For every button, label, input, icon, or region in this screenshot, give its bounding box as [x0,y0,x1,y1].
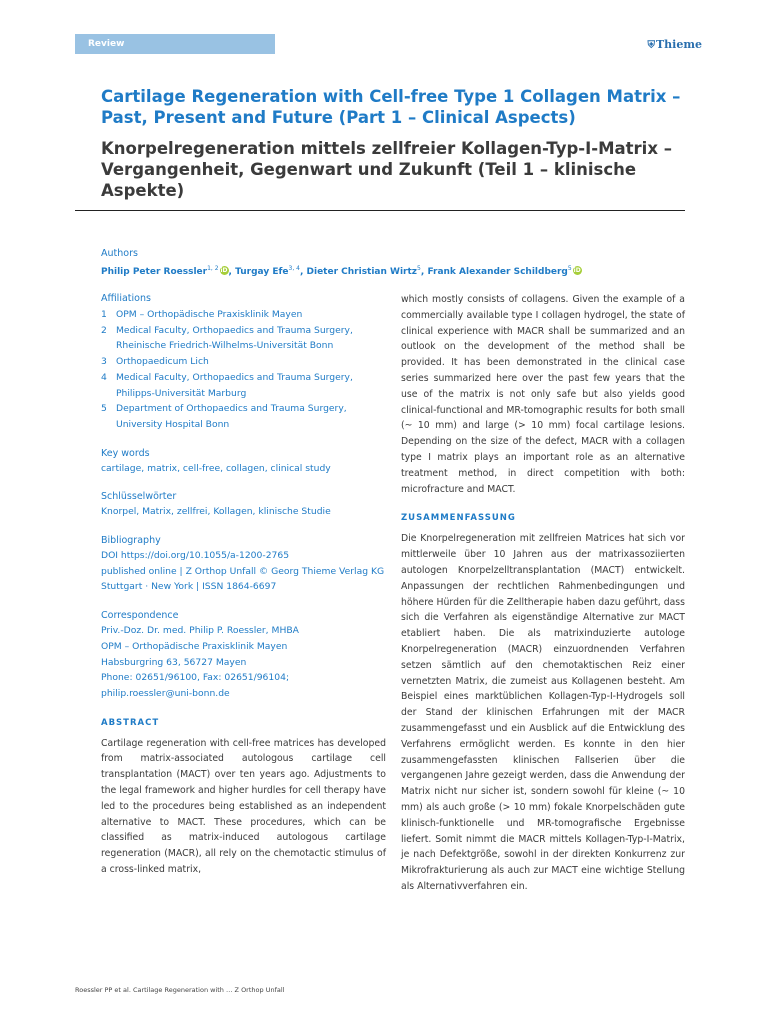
affiliation-number: 1 [101,309,107,320]
orcid-icon[interactable]: iD [220,267,228,274]
bibliography-heading: Bibliography [101,535,161,547]
keywords-heading: Key words [101,447,150,459]
bibliography-place: Stuttgart · New York | ISSN 1864-6697 [101,581,277,593]
affiliation-item [101,370,386,401]
schluesselwoerter-text: Knorpel, Matrix, zellfrei, Kollagen, klinische Studie [101,506,331,518]
affiliations-heading: Affiliations [101,293,151,304]
correspondence-line: Phone: 02651/96100, Fax: 02651/96104; [101,672,290,684]
author-name: Dieter Christian Wirtz [306,267,418,277]
keywords-text: cartilage, matrix, cell-free, collagen, clinical study [101,462,331,474]
affiliations-list [101,307,386,433]
abstract-text-part1: Cartilage regeneration with cell-free matrices has developed from matrix-associated autologous cartilage cell transplantation (MACT) over ten years ago. Adjustments to the legal framework and higher hurdles for cell therapy have led to the procedures being established as an independent alternative to MACT. These procedures, which can be classified as matrix-induced autologous cartilage regeneration (MACR), all rely on the chemotactic stimulus of a cross-linked matrix, [101,737,386,876]
correspondence-line: Habsburgring 63, 56727 Mayen [101,656,247,668]
correspondence-email[interactable]: philip.roessler@uni-bonn.de [101,687,230,699]
author-name: Turgay Efe [235,267,289,277]
section-label: Review [75,34,275,54]
affiliation-item [101,354,386,370]
publisher-name: Thieme [656,38,702,51]
authors-heading: Authors [101,248,138,259]
schluesselwoerter-heading: Schlüsselwörter [101,491,177,503]
affiliation-number: 4 [101,371,107,383]
bibliography-published: published online | Z Orthop Unfall © Georg Thieme Verlag KG [101,565,385,577]
correspondence-line: OPM – Orthopädische Praxisklinik Mayen [101,640,288,652]
author-affiliation-ref: 1, 2 [207,265,219,272]
correspondence-line: Priv.-Doz. Dr. med. Philip P. Roessler, MHBA [101,625,299,637]
left-column [101,292,386,878]
author-affiliation-ref: 3, 4 [288,265,300,272]
author-separator: , [420,267,428,277]
authors-section [101,247,701,280]
affiliation-number: 2 [101,324,107,336]
abstract-text-part2: which mostly consists of collagens. Given the example of a commercially available type I collagen hydrogel, the state of clinical experience with MACR shall be summarized and an outlook on the development of the method shall be provided. It has been demonstrated in the clinical case series summarized here over the past few years that the use of the matrix is not only safe but also yields good clinical-functional and MR-tomographic results for both small (~ 10 mm) and large (> 10 mm) focal cartilage lesions. Depending on the size of the defect, MACR with a collagen type I matrix plays an important role as an alternative treatment method, in direct competition with both: microfracture and MACT. [401,294,685,495]
author-affiliation-ref: 5 [417,265,421,272]
affiliation-item [101,307,386,323]
author-name: Philip Peter Roessler [101,267,208,277]
correspondence-heading: Correspondence [101,610,179,622]
affiliation-number: 3 [101,356,107,368]
affiliation-item [101,323,386,354]
authors-list [101,261,701,280]
affiliation-item [101,401,386,432]
title-german: Knorpelregeneration mittels zellfreier Kollagen-Typ-I-Matrix – Vergangenheit, Gegenwart und Zukunft (Teil 1 – klinische Aspekte) [101,139,672,200]
bibliography-doi[interactable]: DOI https://doi.org/10.1055/a-1200-2765 [101,550,290,562]
author-name: Frank Alexander Schildberg [427,267,568,277]
header-divider [75,210,685,211]
author-separator: , [228,267,236,277]
zusammenfassung-heading: ZUSAMMENFASSUNG [401,513,516,524]
affiliation-number: 5 [101,403,107,415]
author-affiliation-ref: 5 [567,265,572,272]
abstract-heading: ABSTRACT [101,717,160,728]
title-english: Cartilage Regeneration with Cell-free Type 1 Collagen Matrix – Past, Present and Future (Part 1 – Clinical Aspects) [101,87,681,127]
affiliation-text: Medical Faculty, Orthopaedics and Trauma Surgery, Philipps-Universität Marburg [116,371,353,399]
affiliation-text: OPM – Orthopädische Praxisklinik Mayen [116,309,303,320]
orcid-icon[interactable]: iD [573,267,581,274]
shield-icon: ⛨ [647,40,655,51]
page-footer: Roessler PP et al. Cartilage Regeneration with … Z Orthop Unfall [75,986,285,994]
author-separator: , [299,267,307,277]
publisher-logo [648,38,703,51]
affiliation-text: Orthopaedicum Lich [116,356,209,368]
affiliation-text: Medical Faculty, Orthopaedics and Trauma Surgery, Rheinische Friedrich-Wilhelms-Universität Bonn [116,324,353,352]
right-column [401,292,685,895]
zusammenfassung-text: Die Knorpelregeneration mit zellfreien Matrices hat sich vor mittlerweile über 10 Jahren aus der matrixassoziierten autologen Knorpelzelltransplantation (MACT) entwickelt. Anpassungen der rechtlichen Rahmenbedingungen und höhere Hürden für die Zelltherapie haben dazu geführt, dass sich die Verfahren als eigenständige Alternative zur MACT etabliert haben. Die als matrixinduzierte autologe Knorpelregeneration (MACR) einzuordnenden Verfahren setzen sämtlich auf den chemotaktischen Reiz einer vernetzten Matrix, die zumeist aus Kollagenen besteht. Am Beispiel eines marktüblichen Kollagen-Typ-I-Hydrogels soll der Stand der klinischen Erfahrungen mit der MACR zusammengefasst und ein Ausblick auf die Entwicklung des Verfahrens ermöglicht werden. Es konnte in den hier zusammengefassten klinischen Fallserien über die vergangenen Jahre gezeigt werden, dass die Anwendung der Matrix nicht nur sicher ist, sondern sowohl für kleine (~ 10 mm) als auch große (> 10 mm) fokale Knorpelschäden gute klinisch-funktionelle und MR-tomografische Ergebnisse liefert. Somit nimmt die MACR mittels Kollagen-Typ-I-Matrix, je nach Defektgröße, sowohl in der direkten Konkurrenz zur Mikrofrakturierung als auch zur MACT eine wichtige Stellung als Alternativverfahren ein. [401,533,685,892]
affiliation-text: Department of Orthopaedics and Trauma Surgery, University Hospital Bonn [116,403,347,430]
